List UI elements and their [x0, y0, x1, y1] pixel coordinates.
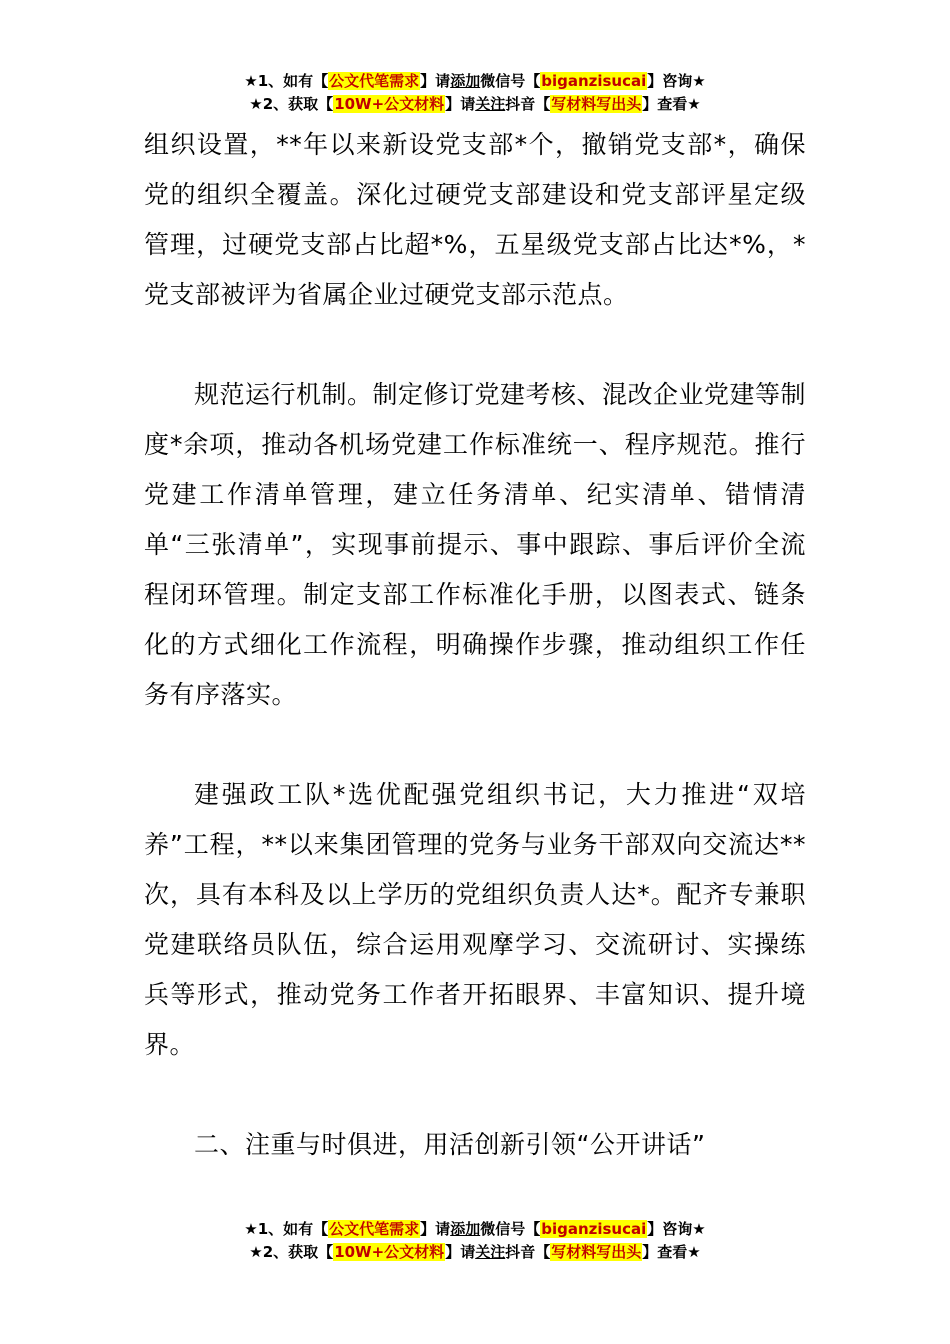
- footer-banner: [0, 1218, 950, 1264]
- banner-line-1: ★1、如有【公文代笔需求】请添加微信号【biganzisucai】咨询★: [244, 1220, 706, 1238]
- document-body: [144, 120, 806, 1170]
- star-icon: ★: [244, 72, 258, 90]
- highlight-materials: 10W+公文材料: [334, 95, 445, 113]
- paragraph-1: 组织设置，**年以来新设党支部*个，撤销党支部*，确保党的组织全覆盖。深化过硬党支部建设和党支部评星定级管理，过硬党支部占比超*%，五星级党支部占比达*%，*党支部被评为省属企业过硬党支部示范点。: [144, 130, 806, 309]
- highlight-wechat-id: biganzisucai: [541, 1220, 647, 1238]
- paragraph-gap: [144, 1070, 806, 1120]
- highlight-service: 公文代笔需求: [329, 72, 420, 90]
- header-banner: [0, 70, 950, 116]
- highlight-service: 公文代笔需求: [329, 1220, 420, 1238]
- star-icon: ★: [249, 95, 263, 113]
- section-heading: 二、注重与时俱进，用活创新引领“公开讲话”: [194, 1130, 706, 1159]
- banner-line-2: ★2、获取【10W+公文材料】请关注抖音【写材料写出头】查看★: [249, 1243, 701, 1261]
- paragraph-2: 规范运行机制。制定修订党建考核、混改企业党建等制度*余项，推动各机场党建工作标准统一、程序规范。推行党建工作清单管理，建立任务清单、纪实清单、错情清单“三张清单”，实现事前提示、事中跟踪、事后评价全流程闭环管理。制定支部工作标准化手册，以图表式、链条化的方式细化工作流程，明确操作步骤，推动组织工作任务有序落实。: [144, 380, 807, 709]
- highlight-douyin-id: 写材料写出头: [551, 1243, 642, 1261]
- star-icon: ★: [249, 1243, 263, 1261]
- highlight-wechat-id: biganzisucai: [541, 72, 647, 90]
- paragraph-gap: [144, 320, 806, 370]
- paragraph-gap: [144, 720, 806, 770]
- paragraph-3: 建强政工队*选优配强党组织书记，大力推进“双培养”工程，**以来集团管理的党务与业务干部双向交流达**次，具有本科及以上学历的党组织负责人达*。配齐专兼职党建联络员队伍，综合运用观摩学习、交流研讨、实操练兵等形式，推动党务工作者开拓眼界、丰富知识、提升境界。: [144, 780, 806, 1059]
- banner-line-2: ★2、获取【10W+公文材料】请关注抖音【写材料写出头】查看★: [249, 95, 701, 113]
- banner-line-1: ★1、如有【公文代笔需求】请添加微信号【biganzisucai】咨询★: [244, 72, 706, 90]
- highlight-materials: 10W+公文材料: [334, 1243, 445, 1261]
- star-icon: ★: [244, 1220, 258, 1238]
- highlight-douyin-id: 写材料写出头: [551, 95, 642, 113]
